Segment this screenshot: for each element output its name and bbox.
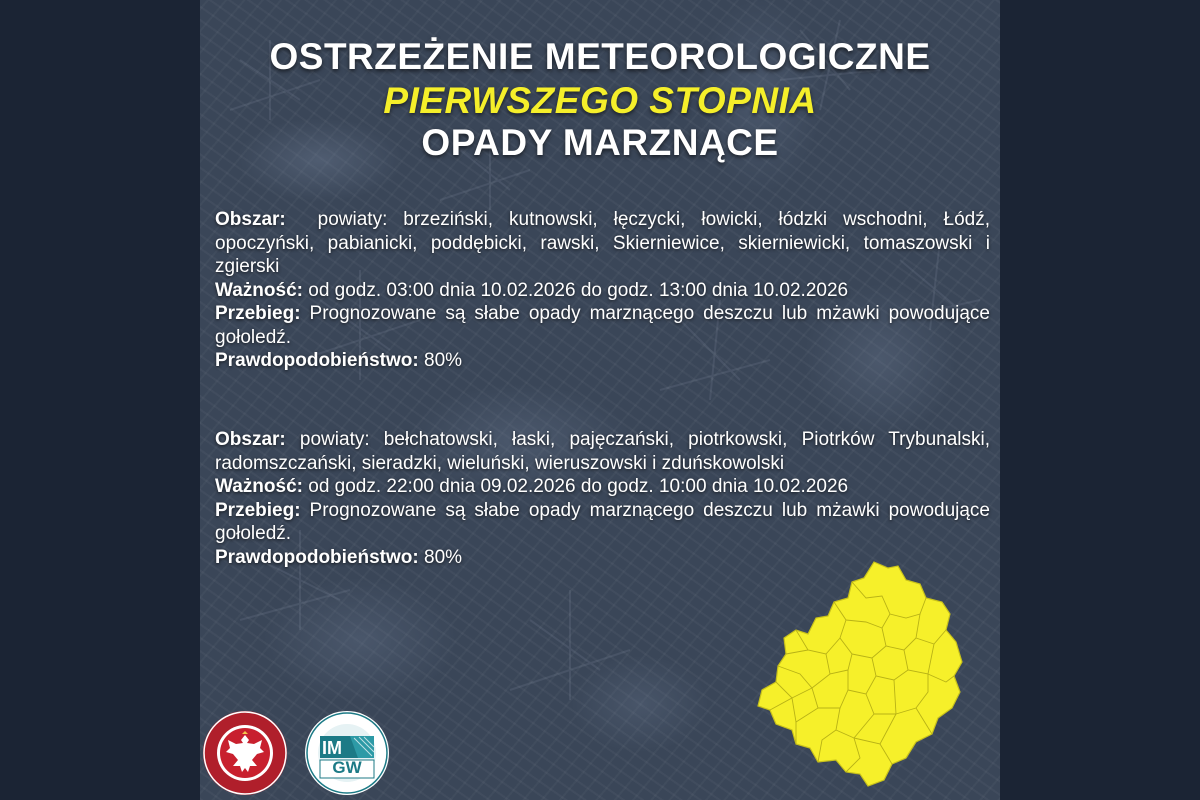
validity-row [215,279,990,303]
probability-text: 80% [424,546,463,568]
imgw-logo-text-bottom: GW [332,758,362,777]
area-label: Obszar: [215,429,286,450]
course-label: Przebieg: [215,303,301,324]
voivodeship-outline [758,562,962,786]
probability-row [215,349,990,373]
probability-label: Prawdopodobieństwo: [215,546,419,568]
validity-text: od godz. 03:00 dnia 10.02.2026 do godz. 13:00 dnia 10.02.2026 [308,279,849,301]
warning-block-2 [215,428,990,569]
probability-label: Prawdopodobieństwo: [215,350,419,371]
warning-block-1 [215,208,990,373]
validity-text: od godz. 22:00 dnia 09.02.2026 do godz. 10:00 dnia 10.02.2026 [308,476,849,497]
imgw-logo-text-top: IM [322,738,342,758]
area-row [215,428,990,475]
validity-label: Ważność: [215,476,303,497]
course-label: Przebieg: [215,499,301,521]
course-text: Prognozowane są słabe opady marznącego deszczu lub mżawki powodujące gołoledź. [215,303,990,348]
area-text: powiaty: brzeziński, kutnowski, łęczycki, łowicki, łódzki wschodni, Łódź, opoczyński, pabianicki, poddębicki, rawski, Skierniewice, skierniewicki, tomaszowski i zgierski [215,209,991,277]
validity-label: Ważność: [215,279,303,301]
voivodeship-office-seal-icon [202,710,288,796]
area-text: powiaty: bełchatowski, łaski, pajęczański, piotrkowski, Piotrków Trybunalski, radomszczański, sieradzki, wieluński, wieruszowski i zduńskowolski [215,429,990,474]
probability-text: 80% [424,350,463,371]
course-row [215,302,990,349]
title-warning-level: PIERWSZEGO STOPNIA [383,80,817,121]
area-label: Obszar: [215,209,286,230]
title-line-1: OSTRZEŻENIE METEOROLOGICZNE [269,36,931,77]
course-row [215,499,990,546]
course-text: Prognozowane są słabe opady marznącego deszczu lub mżawki powodujące gołoledź. [215,499,990,544]
warning-poster [200,0,1000,800]
region-map [756,558,966,790]
title-phenomenon: OPADY MARZNĄCE [421,122,779,163]
area-row [215,208,990,279]
validity-row [215,475,990,499]
